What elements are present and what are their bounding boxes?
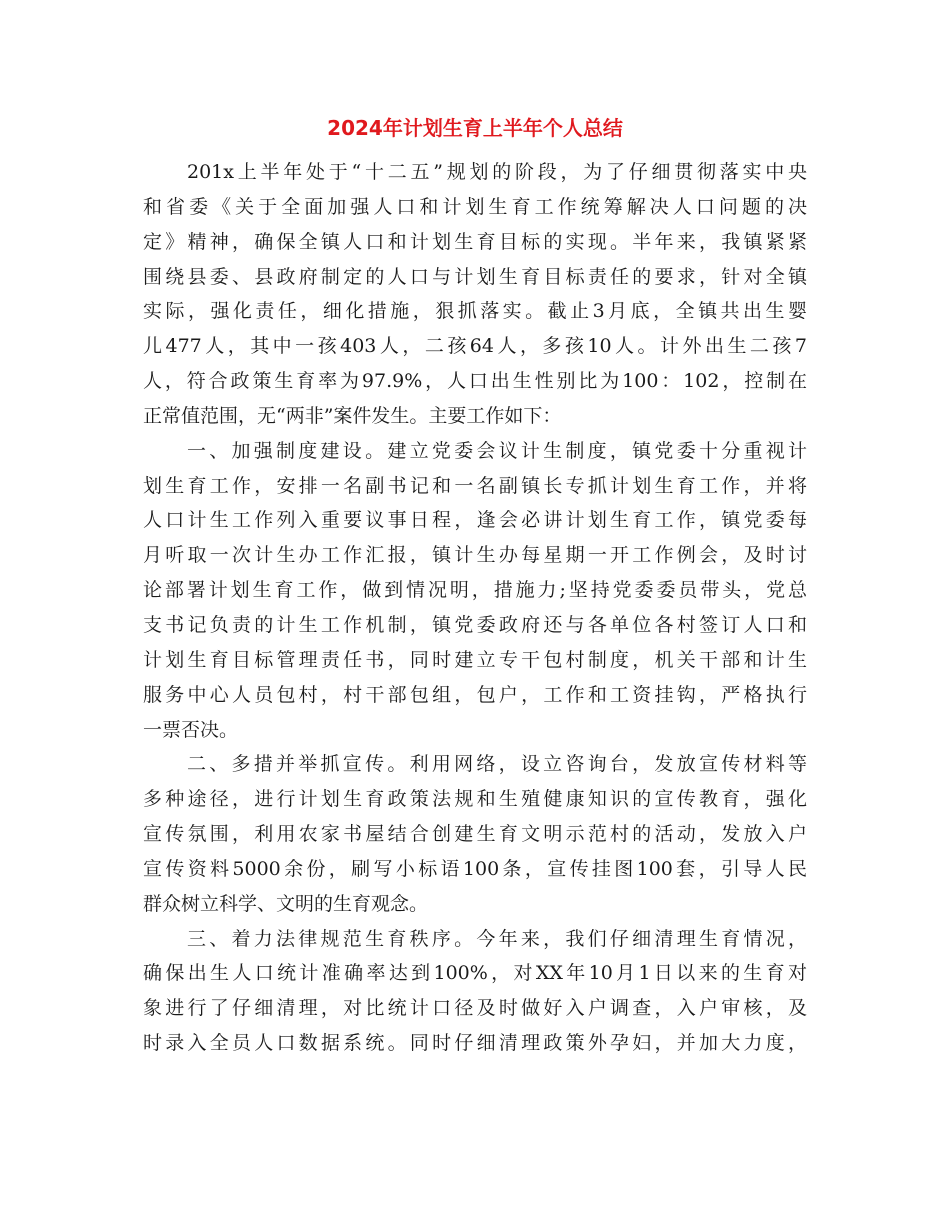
paragraph-line: 确保出生人口统计准确率达到100%，对XX年10月1日以来的生育对 xyxy=(143,962,807,985)
paragraph-line: 201x上半年处于“十二五”规划的阶段，为了仔细贯彻落实中央 xyxy=(187,161,807,183)
paragraph-line: 多种途径，进行计划生育政策法规和生殖健康知识的宣传教育，强化 xyxy=(143,788,807,811)
paragraph-line: 一票否决。 xyxy=(143,718,239,741)
paragraph-system-building xyxy=(143,434,807,748)
paragraph-line: 定》精神，确保全镇人口和计划生育目标的实现。半年来，我镇紧紧 xyxy=(143,230,807,253)
paragraph-line: 和省委《关于全面加强人口和计划生育工作统筹解决人口问题的决 xyxy=(143,195,807,218)
paragraph-line: 实际，强化责任，细化措施，狠抓落实。截止3月底，全镇共出生婴 xyxy=(143,300,807,323)
paragraph-line: 围绕县委、县政府制定的人口与计划生育目标责任的要求，针对全镇 xyxy=(143,265,807,288)
paragraph-line: 划生育工作，安排一名副书记和一名副镇长专抓计划生育工作，并将 xyxy=(143,474,807,497)
paragraph-line: 服务中心人员包村，村干部包组，包户，工作和工资挂钩，严格执行 xyxy=(143,683,807,706)
paragraph-line: 时录入全员人口数据系统。同时仔细清理政策外孕妇，并加大力度， xyxy=(143,1032,807,1055)
document-title: 2024年计划生育上半年个人总结 xyxy=(327,116,623,140)
paragraph-line: 支书记负责的计生工作机制，镇党委政府还与各单位各村签订人口和 xyxy=(143,613,807,636)
paragraph-line: 论部署计划生育工作，做到情况明，措施力;坚持党委委员带头，党总 xyxy=(143,579,807,602)
paragraph-line: 二、多措并举抓宣传。利用网络，设立咨询台，发放宣传材料等 xyxy=(187,753,807,776)
paragraph-line: 人，符合政策生育率为97.9%，人口出生性别比为100：102，控制在 xyxy=(143,370,807,393)
paragraph-line: 宣传资料5000余份，刷写小标语100条，宣传挂图100套，引导人民 xyxy=(143,857,807,880)
document-body xyxy=(143,155,807,1061)
paragraph-publicity xyxy=(143,747,807,921)
paragraph-line: 群众树立科学、文明的生育观念。 xyxy=(143,892,429,915)
paragraph-line: 儿477人，其中一孩403人，二孩64人，多孩10人。计外出生二孩7 xyxy=(143,335,807,358)
paragraph-line: 象进行了仔细清理，对比统计口径及时做好入户调查，入户审核，及 xyxy=(143,997,807,1020)
paragraph-line: 正常值范围，无“两非”案件发生。主要工作如下： xyxy=(143,404,562,427)
paragraph-line: 计划生育目标管理责任书，同时建立专干包村制度，机关干部和计生 xyxy=(143,648,807,671)
paragraph-intro xyxy=(143,155,807,434)
paragraph-line: 一、加强制度建设。建立党委会议计生制度，镇党委十分重视计 xyxy=(187,439,807,462)
paragraph-line: 月听取一次计生办工作汇报，镇计生办每星期一开工作例会，及时讨 xyxy=(143,544,807,567)
paragraph-line: 人口计生工作列入重要议事日程，逢会必讲计划生育工作，镇党委每 xyxy=(143,509,807,532)
paragraph-legal-order xyxy=(143,922,807,1061)
paragraph-line: 宣传氛围，利用农家书屋结合创建生育文明示范村的活动，发放入户 xyxy=(143,823,807,846)
paragraph-line: 三、着力法律规范生育秩序。今年来，我们仔细清理生育情况， xyxy=(187,927,807,950)
